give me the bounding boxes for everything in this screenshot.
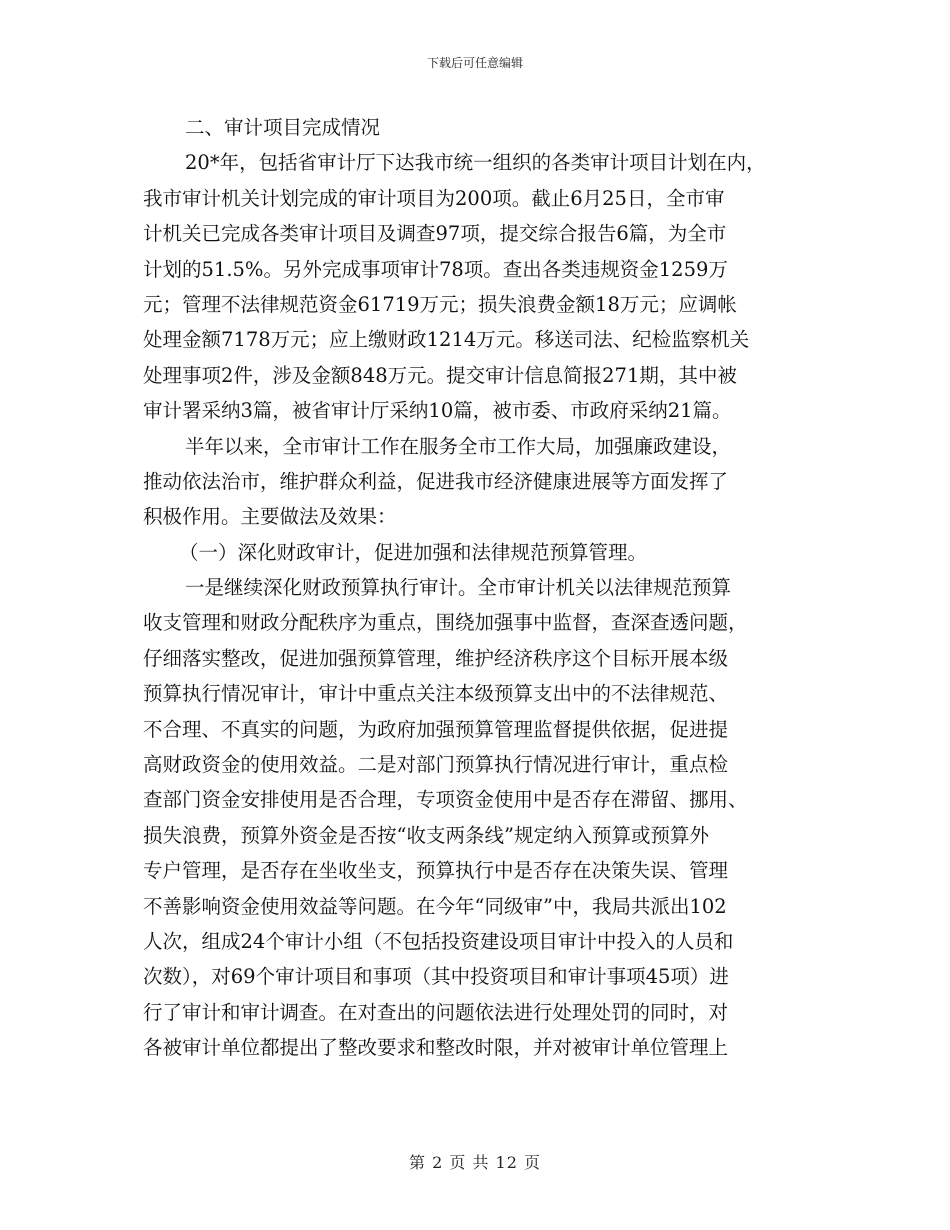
paragraph-line: 处理事项2件，涉及金额848万元。提交审计信息简报271期，其中被 [143, 363, 737, 387]
paragraph-line: 查部门资金安排使用是否合理，专项资金使用中是否存在滞留、挪用、 [143, 788, 748, 812]
paragraph-line: 损失浪费，预算外资金是否按“收支两条线”规定纳入预算或预算外 [143, 823, 709, 847]
paragraph-line: 高财政资金的使用效益。二是对部门预算执行情况进行审计，重点检 [143, 753, 729, 777]
paragraph-line: 计机关已完成各类审计项目及调查97项，提交综合报告6篇，为全市 [143, 222, 727, 246]
paragraph-line: 收支管理和财政分配秩序为重点，围绕加强事中监督，查深查透问题， [143, 611, 748, 635]
paragraph-line: 人次，组成24个审计小组（不包括投资建设项目审计中投入的人员和 [143, 929, 734, 953]
paragraph-line: 半年以来，全市审计工作在服务全市工作大局，加强廉政建设， [185, 434, 732, 458]
paragraph-line: 计划的51.5%。另外完成事项审计78项。查出各类违规资金1259万 [143, 257, 728, 281]
page-number: 第 2 页 共 12 页 [409, 1153, 541, 1172]
paragraph-line: 我市审计机关计划完成的审计项目为200项。截止6月25日，全市审 [143, 186, 725, 210]
paragraph-line: 仔细落实整改，促进加强预算管理，维护经济秩序这个目标开展本级 [143, 646, 729, 670]
paragraph-line: 处理金额7178万元；应上缴财政1214万元。移送司法、纪检监察机关 [143, 328, 750, 352]
paragraph-line: 20*年，包括省审计厅下达我市统一组织的各类审计项目计划在内， [185, 151, 766, 175]
paragraph-line: 次数），对69个审计项目和事项（其中投资项目和审计事项45项）进 [143, 965, 729, 989]
section-heading: 二、审计项目完成情况 [185, 116, 381, 139]
paragraph-line: 审计署采纳3篇，被省审计厅采纳10篇，被市委、市政府采纳21篇。 [143, 399, 732, 423]
paragraph-line: 不合理、不真实的问题，为政府加强预算管理监督提供依据，促进提 [143, 717, 729, 741]
paragraph-line: 预算执行情况审计，审计中重点关注本级预算支出中的不法律规范、 [143, 682, 729, 706]
page-header-note: 下载后可任意编辑 [426, 56, 523, 70]
paragraph-line: 元；管理不法律规范资金61719万元；损失浪费金额18万元；应调帐 [143, 292, 737, 316]
paragraph-line: 行了审计和审计调查。在对查出的问题依法进行处理处罚的同时，对 [143, 1000, 729, 1024]
paragraph-line: 不善影响资金使用效益等问题。在今年“同级审”中，我局共派出102 [143, 894, 727, 918]
paragraph-line: 推动依法治市，维护群众利益，促进我市经济健康进展等方面发挥了 [143, 469, 729, 493]
paragraph-line: 各被审计单位都提出了整改要求和整改时限，并对被审计单位管理上 [143, 1036, 729, 1060]
paragraph-line: 专户管理，是否存在坐收坐支，预算执行中是否存在决策失误、管理 [143, 859, 729, 883]
paragraph-line: 一是继续深化财政预算执行审计。全市审计机关以法律规范预算 [185, 576, 732, 600]
subsection-heading: （一）深化财政审计，促进加强和法律规范预算管理。 [179, 540, 648, 564]
document-body [143, 110, 808, 1066]
paragraph-line: 积极作用。主要做法及效果： [143, 505, 397, 529]
